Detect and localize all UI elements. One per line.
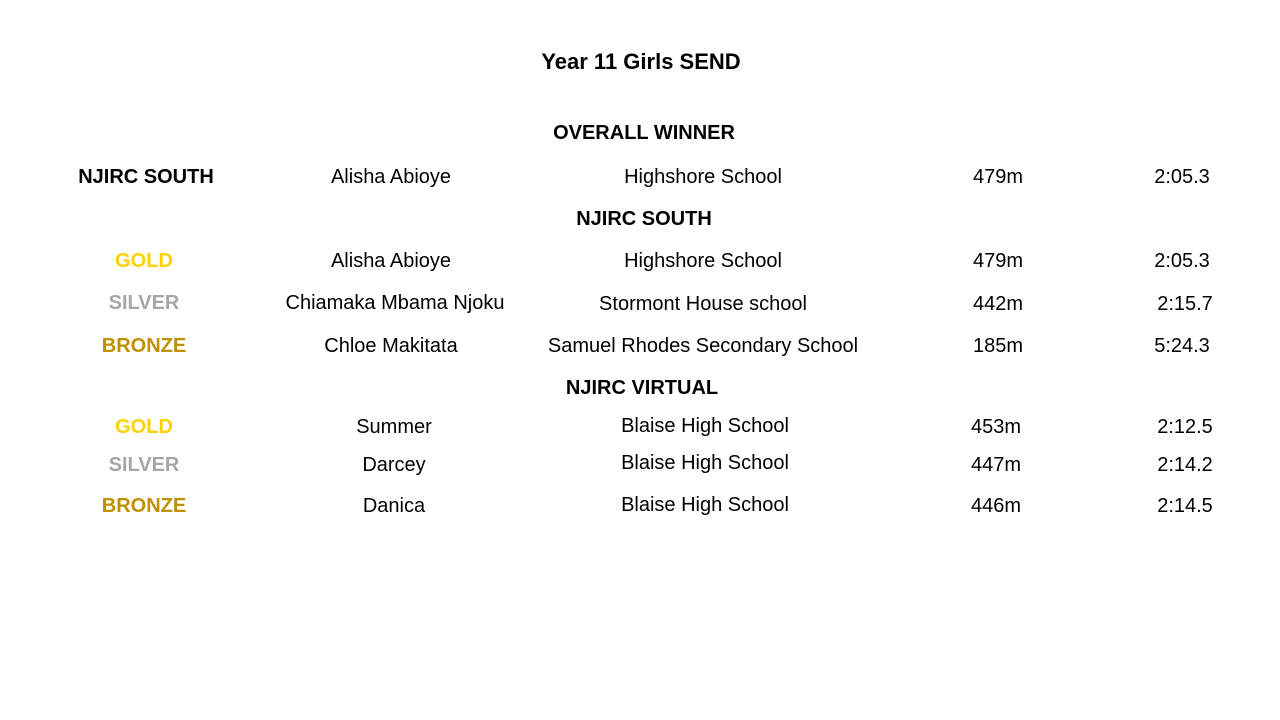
virtual-bronze-time: 2:14.5 [1157,495,1213,517]
south-silver-time: 2:15.7 [1157,293,1213,315]
virtual-bronze-school: Blaise High School [621,494,789,516]
page-title: Year 11 Girls SEND [541,49,741,74]
south-gold-time: 2:05.3 [1154,250,1210,272]
south-bronze-name: Chloe Makitata [324,335,458,357]
virtual-heading: NJIRC VIRTUAL [565,377,719,399]
south-bronze-distance: 185m [972,335,1024,357]
virtual-gold-name: Summer [356,416,432,438]
south-silver-school: Stormont House school [599,293,807,315]
virtual-bronze-distance: 446m [970,495,1022,517]
south-heading: NJIRC SOUTH [576,208,712,230]
south-silver-name: Chiamaka Mbama Njoku [285,292,505,314]
south-gold-name: Alisha Abioye [330,250,452,272]
virtual-silver-distance: 447m [970,454,1022,476]
virtual-gold-distance: 453m [970,416,1022,438]
medal-gold-label: GOLD [115,416,173,438]
virtual-gold-time: 2:12.5 [1157,416,1213,438]
virtual-silver-time: 2:14.2 [1157,454,1213,476]
south-bronze-time: 5:24.3 [1154,335,1210,357]
overall-region: NJIRC SOUTH [78,166,214,188]
virtual-silver-school: Blaise High School [621,452,789,474]
virtual-gold-school: Blaise High School [621,415,789,437]
medal-silver-label: SILVER [108,454,180,476]
virtual-bronze-name: Danica [362,495,426,517]
medal-silver-label: SILVER [108,292,180,314]
medal-bronze-label: BRONZE [101,335,187,357]
south-bronze-school: Samuel Rhodes Secondary School [547,335,859,357]
medal-bronze-label: BRONZE [101,495,187,517]
overall-winner-heading: OVERALL WINNER [553,122,735,144]
overall-distance: 479m [972,166,1024,188]
overall-name: Alisha Abioye [330,166,452,188]
overall-time: 2:05.3 [1154,166,1210,188]
south-gold-distance: 479m [972,250,1024,272]
south-silver-distance: 442m [972,293,1024,315]
virtual-silver-name: Darcey [362,454,426,476]
medal-gold-label: GOLD [115,250,173,272]
south-gold-school: Highshore School [624,250,782,272]
overall-school: Highshore School [624,166,782,188]
